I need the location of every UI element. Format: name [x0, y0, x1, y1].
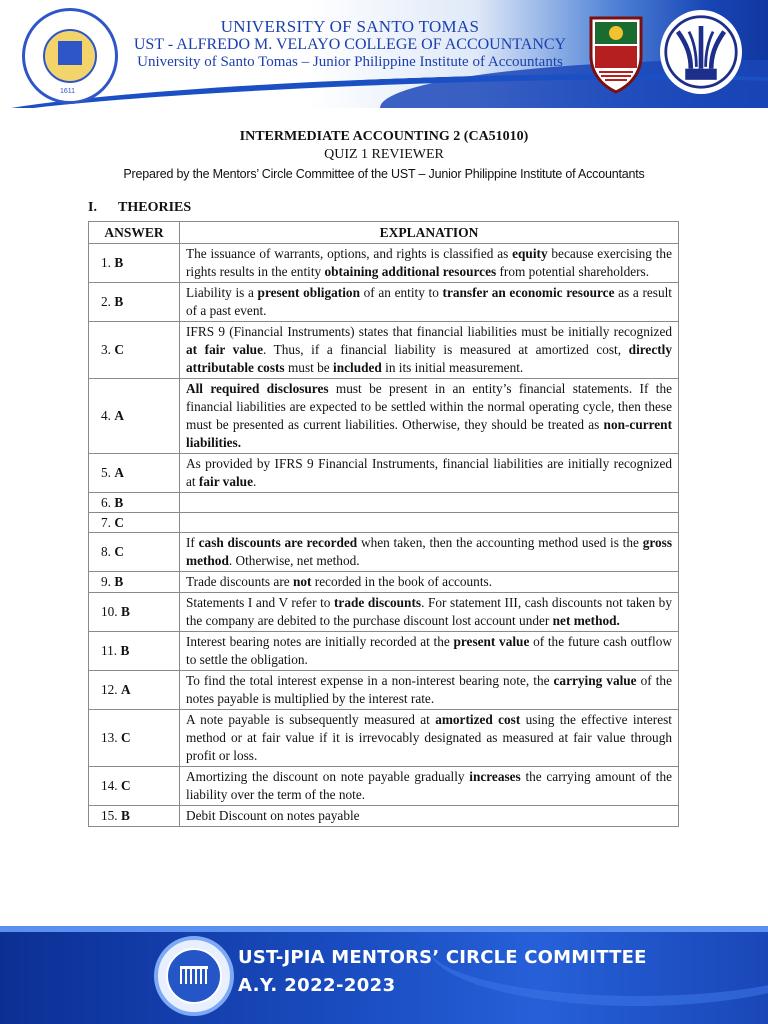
- answer-letter: A: [114, 408, 124, 423]
- explanation-keyword: cash discounts are recorded: [198, 535, 358, 550]
- section-number: I.: [88, 200, 97, 215]
- question-number: 11.: [101, 643, 118, 658]
- explanation-text: Statements I and V refer to: [186, 595, 334, 610]
- question-number: 1.: [101, 255, 111, 270]
- table-row: [89, 767, 679, 806]
- answer-cell: [89, 244, 180, 283]
- seal-year: 1611: [60, 88, 76, 95]
- section-heading: [88, 200, 191, 216]
- explanation-keyword: amortized cost: [435, 712, 521, 727]
- explanation-cell: [180, 767, 679, 806]
- answer-cell: [89, 493, 180, 513]
- question-number: 6.: [101, 494, 111, 510]
- explanation-cell: [180, 533, 679, 572]
- explanation-text: Trade discounts are: [186, 574, 293, 589]
- answer-letter: A: [114, 465, 124, 480]
- page-footer: [0, 926, 768, 1024]
- explanation-cell: [180, 454, 679, 493]
- table-row: [89, 806, 679, 827]
- explanation-keyword: All required disclosures: [186, 381, 329, 396]
- explanation-keyword: increases: [469, 769, 521, 784]
- question-number: 5.: [101, 465, 111, 480]
- explanation-text: Interest bearing notes are initially recorded at the: [186, 634, 454, 649]
- question-number: 7.: [101, 514, 111, 530]
- question-number: 2.: [101, 294, 111, 309]
- table-row: [89, 632, 679, 671]
- explanation-text: of an entity to: [359, 285, 443, 300]
- answer-letter: A: [120, 682, 131, 697]
- answer-letter: B: [120, 808, 130, 823]
- org-name: University of Santo Tomas – Junior Philippine Institute of Accountants: [137, 54, 563, 70]
- explanation-keyword: included: [333, 360, 382, 375]
- explanation-text: recorded in the book of accounts.: [311, 574, 493, 589]
- academic-year: A.Y. 2022-2023: [238, 975, 396, 996]
- explanation-cell: [180, 632, 679, 671]
- college-shield-logo: [585, 12, 647, 94]
- answer-cell: [89, 322, 180, 379]
- explanation-text: of the future cash outflow to settle the obligation.: [186, 634, 672, 667]
- explanation-text: Amortizing the discount on note payable gradually: [186, 769, 470, 784]
- question-number: 4.: [101, 408, 111, 423]
- table-row: [89, 513, 679, 533]
- answer-letter: B: [114, 255, 124, 270]
- explanation-text: as a result of a past event.: [186, 285, 672, 318]
- table-row: [89, 593, 679, 632]
- answer-cell: [89, 379, 180, 454]
- table-row: [89, 710, 679, 767]
- question-number: 10.: [101, 604, 118, 619]
- explanation-text: the carrying amount of the liability over the term of the note.: [186, 769, 673, 802]
- table-body: [89, 244, 679, 827]
- committee-name: UST-JPIA MENTORS’ CIRCLE COMMITTEE: [238, 947, 647, 968]
- explanation-keyword: present obligation: [257, 285, 360, 300]
- explanation-keyword: directly attributable costs: [186, 342, 672, 375]
- explanation-cell: [180, 671, 679, 710]
- table-row: [89, 283, 679, 322]
- question-number: 12.: [101, 682, 118, 697]
- building-icon: [180, 966, 208, 984]
- explanation-keyword: equity: [512, 246, 548, 261]
- explanation-text: . Otherwise, net method.: [228, 553, 360, 568]
- answer-cell: [89, 283, 180, 322]
- answer-letter: B: [114, 574, 124, 589]
- answer-letter: C: [120, 778, 131, 793]
- explanation-keyword: obtaining additional resources: [324, 264, 497, 279]
- explanation-text: Liability is a: [186, 285, 258, 300]
- answer-cell: [89, 593, 180, 632]
- answer-letter: B: [120, 604, 130, 619]
- answer-cell: [89, 632, 180, 671]
- answer-cell: [89, 572, 180, 593]
- explanation-keyword: net method.: [552, 613, 620, 628]
- answer-letter: C: [114, 544, 124, 559]
- question-number: 3.: [101, 342, 111, 357]
- table-row: [89, 671, 679, 710]
- university-name: UNIVERSITY OF SANTO TOMAS: [220, 17, 480, 36]
- question-number: 9.: [101, 574, 111, 589]
- explanation-text: Debit Discount on notes payable: [186, 808, 360, 823]
- seal-cross-icon: [58, 41, 82, 65]
- explanation-keyword: carrying value: [553, 673, 637, 688]
- explanation-text: As provided by IFRS 9 Financial Instruments, financial liabilities are initially recognized at: [186, 456, 672, 489]
- explanation-text: using the effective interest method or at fair value if it is irrevocably designated as measured at fair value through profit or loss.: [186, 712, 672, 763]
- table-header-row: [89, 222, 679, 244]
- answer-letter: B: [114, 494, 124, 510]
- explanation-cell: [180, 283, 679, 322]
- table-row: [89, 533, 679, 572]
- explanation-keyword: fair value: [198, 474, 253, 489]
- explanation-keyword: gross method: [186, 535, 672, 568]
- document-subtitle: QUIZ 1 REVIEWER: [324, 147, 444, 162]
- explanation-text: If: [186, 535, 199, 550]
- answer-column-header: ANSWER: [89, 222, 180, 244]
- explanation-column-header: EXPLANATION: [180, 222, 679, 244]
- answer-letter: B: [120, 643, 130, 658]
- explanation-cell: [180, 513, 679, 533]
- document-titles: [0, 128, 768, 184]
- answer-cell: [89, 767, 180, 806]
- explanation-text: . For statement III, cash discounts not taken by the company are debited to the purchase discount lost account under: [186, 595, 672, 628]
- prepared-by-line: Prepared by the Mentors’ Circle Committee of the UST – Junior Philippine Institute of Accountants: [123, 167, 645, 181]
- answer-letter: C: [120, 730, 131, 745]
- explanation-text: To find the total interest expense in a non-interest bearing note, the: [186, 673, 554, 688]
- explanation-text: of the notes payable is multiplied by the interest rate.: [186, 673, 672, 706]
- answer-letter: C: [114, 514, 124, 530]
- explanation-keyword: transfer an economic resource: [442, 285, 615, 300]
- explanation-text: in its initial measurement.: [381, 360, 524, 375]
- header-text: [120, 18, 580, 71]
- question-number: 8.: [101, 544, 111, 559]
- table-row: [89, 244, 679, 283]
- explanation-cell: [180, 493, 679, 513]
- answer-cell: [89, 454, 180, 493]
- explanation-cell: [180, 593, 679, 632]
- question-number: 14.: [101, 778, 118, 793]
- explanation-keyword: trade discounts: [334, 595, 422, 610]
- page-header: [0, 0, 768, 108]
- table-row: [89, 379, 679, 454]
- explanation-keyword: not: [292, 574, 312, 589]
- explanation-text: when taken, then the accounting method used is the: [357, 535, 643, 550]
- explanation-text: . Thus, if a financial liability is measured at amortized cost,: [262, 342, 629, 357]
- explanation-text: .: [252, 474, 257, 489]
- course-title: INTERMEDIATE ACCOUNTING 2 (CA51010): [239, 129, 529, 144]
- explanation-keyword: at fair value: [186, 342, 263, 357]
- answer-cell: [89, 513, 180, 533]
- question-number: 13.: [101, 730, 118, 745]
- college-name: UST - ALFREDO M. VELAYO COLLEGE OF ACCOUNTANCY: [133, 36, 567, 53]
- table-row: [89, 454, 679, 493]
- explanation-text: The issuance of warrants, options, and rights is classified as: [186, 246, 513, 261]
- explanation-cell: [180, 379, 679, 454]
- explanation-text: IFRS 9 (Financial Instruments) states that financial liabilities must be initially recognized: [186, 324, 672, 339]
- answer-cell: [89, 533, 180, 572]
- explanation-cell: [180, 710, 679, 767]
- answer-cell: [89, 806, 180, 827]
- answer-cell: [89, 710, 180, 767]
- table-row: [89, 572, 679, 593]
- explanation-keyword: non-current liabilities.: [186, 417, 672, 450]
- explanation-text: must be: [284, 360, 334, 375]
- explanation-cell: [180, 244, 679, 283]
- explanation-cell: [180, 806, 679, 827]
- explanation-cell: [180, 322, 679, 379]
- section-title: THEORIES: [118, 200, 192, 215]
- explanation-text: must be present in an entity’s financial statements. If the financial liabilities are expected to be settled within the normal operating cycle, then these must be presented as current liabilities. Otherwise, they should be treated as: [186, 381, 672, 432]
- explanation-cell: [180, 572, 679, 593]
- table-row: [89, 322, 679, 379]
- footer-text: [238, 944, 647, 1000]
- ust-seal-logo: [22, 8, 118, 104]
- jpia-logo: [660, 10, 742, 94]
- explanation-text: because exercising the rights results in the entity: [186, 246, 672, 279]
- answer-cell: [89, 671, 180, 710]
- explanation-keyword: present value: [453, 634, 530, 649]
- answer-letter: B: [114, 294, 124, 309]
- explanation-text: from potential shareholders.: [496, 264, 650, 279]
- table-row: [89, 493, 679, 513]
- question-number: 15.: [101, 808, 118, 823]
- committee-badge-logo: [154, 936, 234, 1016]
- explanation-text: A note payable is subsequently measured at: [186, 712, 436, 727]
- answer-letter: C: [114, 342, 124, 357]
- answers-table: [88, 221, 679, 827]
